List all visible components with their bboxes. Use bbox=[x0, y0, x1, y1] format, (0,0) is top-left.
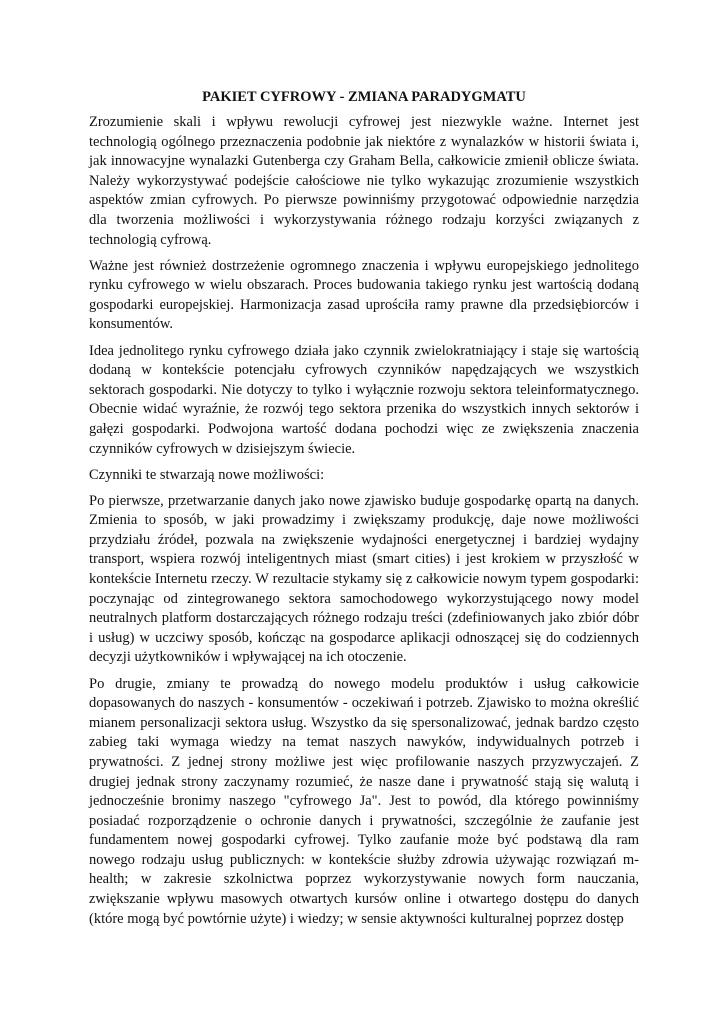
paragraph-intro: Zrozumienie skali i wpływu rewolucji cyfrowej jest niezwykle ważne. Internet jest technologią ogólnego przeznaczenia podobnie jak niektóre z wynalazków w historii świata i, jak innowacyjne wynalazki Gutenberga czy Graham Bella, całkowicie zmienił oblicze świata. Należy wykorzystywać podejście całościowe nie tylko wykazując zrozumienie wszystkich aspektów zmian cyfrowych. Po pierwsze powinniśmy przygotować odpowiednie narzędzia dla tworzenia możliwości i wykorzystywania różnego rodzaju korzyści związanych z technologią cyfrową. bbox=[89, 114, 639, 248]
document-title: PAKIET CYFROWY - ZMIANA PARADYGMATU bbox=[202, 89, 526, 105]
paragraph-opportunities-lead: Czynniki te stwarzają nowe możliwości: bbox=[89, 466, 325, 483]
document-body bbox=[89, 88, 639, 936]
paragraph-single-market: Ważne jest również dostrzeżenie ogromnego znaczenia i wpływu europejskiego jednolitego rynku cyfrowego w wielu obszarach. Proces budowania takiego rynku jest wartością dodaną gospodarki europejskiej. Harmonizacja zasad uprościła ramy prawne dla przedsiębiorców i konsumentów. bbox=[89, 257, 639, 333]
paragraph-first-point: Po pierwsze, przetwarzanie danych jako nowe zjawisko buduje gospodarkę opartą na danych. Zmienia to sposób, w jaki prowadzimy i zwiększamy produkcję, daje nowe możliwości przydziału źródeł, pozwala na zwiększenie wydajności energetycznej i bardziej wydajny transport, wspiera rozwój inteligentnych miast (smart cities) i jest krokiem w przyszłość w kontekście Internetu rzeczy. W rezultacie stykamy się z całkowicie nowym typem gospodarki: poczynając od zintegrowanego sektora samochodowego wykorzystującego nowy model neutralnych platform dostarczających różnego rodzaju treści (zdefiniowanych jako zbiór dóbr i usług) w uczciwy sposób, kończąc na gospodarce aplikacji odnoszącej się do codziennych decyzji użytkowników i wpływającej na ich otoczenie. bbox=[89, 492, 639, 666]
paragraph-digital-market-idea: Idea jednolitego rynku cyfrowego działa jako czynnik zwielokratniający i staje się wartością dodaną w kontekście potencjału cyfrowych czynników napędzających we wszystkich sektorach gospodarki. Nie dotyczy to tylko i wyłącznie rozwoju sektora teleinformatycznego. Obecnie widać wyraźnie, że rozwój tego sektora przenika do wszystkich innych sektorów i gałęzi gospodarki. Podwojona wartość dodana pochodzi więc ze zwiększenia znaczenia czynników cyfrowych w dzisiejszym świecie. bbox=[89, 342, 639, 457]
paragraph-second-point: Po drugie, zmiany te prowadzą do nowego modelu produktów i usług całkowicie dopasowanych do naszych - konsumentów - oczekiwań i potrzeb. Zjawisko to można określić mianem personalizacji sektora usług. Wszystko da się spersonalizować, jednak bardzo często zabieg taki wymaga wiedzy na temat naszych nawyków, indywidualnych potrzeb i prywatności. Z jednej strony możliwe jest więc profilowanie naszych przyzwyczajeń. Z drugiej jednak strony zaczynamy rozumieć, że nasze dane i prywatność stają się walutą i jednocześnie bronimy naszego "cyfrowego Ja". Jest to powód, dla którego powinniśmy posiadać rozporządzenie o ochronie danych i prywatności, szczególnie że zaufanie jest fundamentem nowej gospodarki cyfrowej. Tylko zaufanie może być podstawą dla ram nowego rodzaju usług publicznych: w kontekście służby zdrowia używając rozwiązań m-health; w zakresie szkolnictwa poprzez wykorzystywanie nowych form nauczania, zwiększanie wpływu masowych otwartych kursów online i otwartego dostępu do danych (które mogą być powtórnie użyte) i wiedzy; w sensie aktywności kulturalnej poprzez dostęp bbox=[89, 675, 639, 927]
